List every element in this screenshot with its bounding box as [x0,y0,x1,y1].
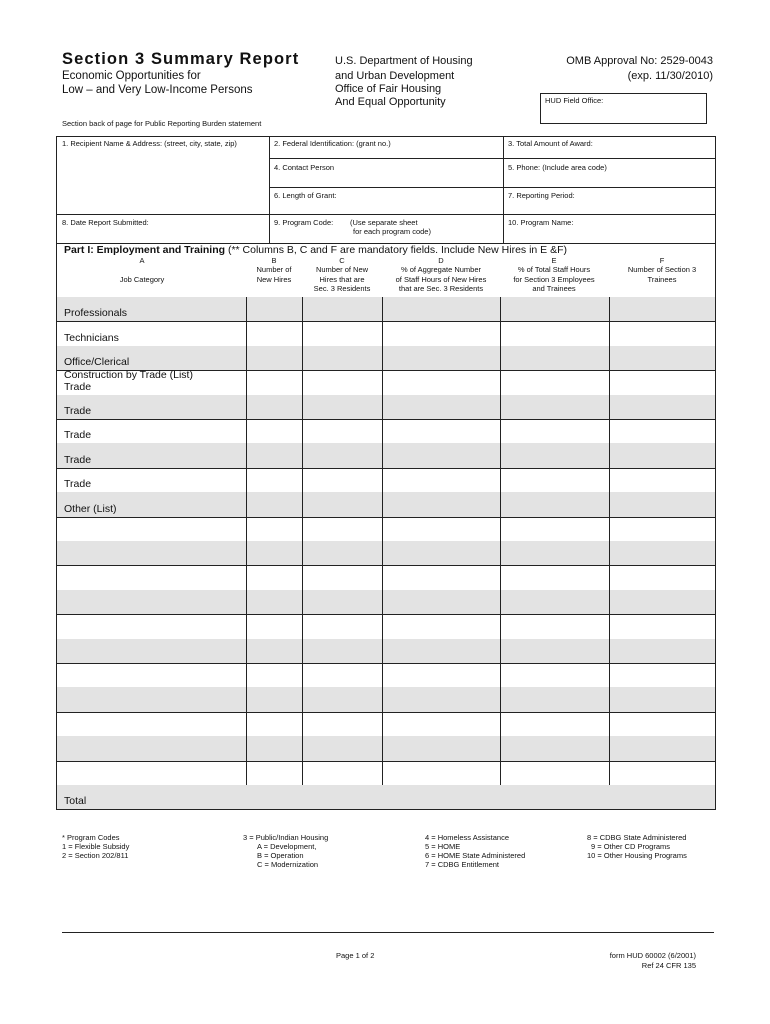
length-grant-field[interactable]: 6. Length of Grant: [274,191,337,200]
table-cell-d[interactable] [382,492,500,516]
job-category-label: Trade [64,453,92,466]
table-cell-e[interactable] [500,663,609,687]
table-cell-c[interactable] [302,346,382,370]
table-cell-d[interactable] [382,517,500,541]
table-cell-f[interactable] [609,419,715,443]
cfr-reference: Ref 24 CFR 135 [641,961,696,970]
burden-note: Section back of page for Public Reporting Burden statement [62,119,262,128]
table-cell-c[interactable] [302,565,382,589]
table-cell-d[interactable] [382,712,500,736]
program-name-field[interactable]: 10. Program Name: [508,218,574,227]
table-cell-c[interactable] [302,419,382,443]
table-cell-d[interactable] [382,395,500,419]
program-code-line: 2 = Section 202/811 [62,851,129,860]
table-cell-d[interactable] [382,297,500,321]
program-code-line: A = Development, [257,842,317,851]
table-cell-d[interactable] [382,736,500,760]
table-cell-c[interactable] [302,663,382,687]
table-cell-b[interactable] [246,663,302,687]
table-cell-f[interactable] [609,492,715,516]
table-cell-b[interactable] [246,639,302,663]
table-cell-c[interactable] [302,297,382,321]
table-cell-e[interactable] [500,761,609,785]
table-cell-d[interactable] [382,541,500,565]
table-cell-e[interactable] [500,443,609,467]
table-cell-e[interactable] [500,736,609,760]
program-codes-col4 [587,833,687,860]
table-cell-e[interactable] [500,785,609,809]
table-cell-b[interactable] [246,712,302,736]
table-cell-d[interactable] [382,565,500,589]
table-cell-f[interactable] [609,639,715,663]
table-cell-f[interactable] [609,590,715,614]
phone-field[interactable]: 5. Phone: (Include area code) [508,163,607,172]
program-code-line: 3 = Public/Indian Housing [243,833,329,842]
column-header-d: D % of Aggregate Number of Staff Hours of New Hires that are Sec. 3 Residents [395,256,487,293]
program-code-line: 4 = Homeless Assistance [425,833,509,842]
hud-field-office-label: HUD Field Office: [545,96,604,105]
form-number: form HUD 60002 (6/2001) [609,951,696,960]
table-cell-c[interactable] [302,492,382,516]
table-cell-e[interactable] [500,541,609,565]
contact-person-field[interactable]: 4. Contact Person [274,163,335,172]
total-award-field[interactable]: 3. Total Amount of Award: [508,139,593,148]
table-cell-c[interactable] [302,541,382,565]
table-cell-e[interactable] [500,687,609,711]
job-category-label: Trade [64,405,92,417]
table-cell-b[interactable] [246,321,302,345]
table-cell-c[interactable] [302,370,382,394]
table-cell-c[interactable] [302,468,382,492]
program-codes-col2 [243,833,328,869]
table-cell-b[interactable] [246,687,302,711]
dept-line2: and Urban Development [335,70,455,82]
table-cell-f[interactable] [609,614,715,638]
job-category-label: Other (List) [64,502,117,515]
job-category-label: Total [64,795,87,808]
program-code-field[interactable]: 9. Program Code: [274,218,334,227]
omb-expiration: (exp. 11/30/2010) [627,70,713,82]
table-cell-e[interactable] [500,346,609,370]
table-cell-c[interactable] [302,443,382,467]
job-category-label: Construction by Trade (List) Trade [64,368,193,393]
table-cell-f[interactable] [609,761,715,785]
page-number: Page 1 of 2 [336,951,375,960]
table-cell-e[interactable] [500,370,609,394]
table-cell-b[interactable] [246,541,302,565]
table-cell-c[interactable] [302,736,382,760]
table-cell-d[interactable] [382,419,500,443]
table-cell-b[interactable] [246,468,302,492]
part1-title: Part I: Employment and Training (** Columns B, C and F are mandatory fields. Include New Hires in E &F) [64,244,567,256]
table-cell-f[interactable] [609,517,715,541]
program-code-line: 8 = CDBG State Administered [587,833,687,842]
table-cell-e[interactable] [500,492,609,516]
table-cell-b[interactable] [246,370,302,394]
dept-line1: U.S. Department of Housing [335,55,473,67]
table-cell-c[interactable] [302,614,382,638]
table-cell-d[interactable] [382,614,500,638]
table-cell-d[interactable] [382,370,500,394]
dept-line4: And Equal Opportunity [335,96,446,108]
job-category-label: Office/Clerical [64,356,130,369]
table-cell-d[interactable] [382,346,500,370]
employment-training-table [56,242,716,810]
federal-id-field[interactable]: 2. Federal Identification: (grant no.) [274,139,391,148]
table-cell-f[interactable] [609,687,715,711]
program-code-line: 1 = Flexible Subsidy [62,842,130,851]
table-cell-b[interactable] [246,492,302,516]
column-header-c: C Number of New Hires that are Sec. 3 Residents [313,256,371,293]
recipient-field[interactable]: 1. Recipient Name & Address: (street, city, state, zip) [62,139,237,148]
job-category-label: Trade [64,478,92,491]
table-cell-f[interactable] [609,370,715,394]
report-title: Section 3 Summary Report [62,50,300,68]
table-cell-b[interactable] [246,419,302,443]
program-code-line: C = Modernization [257,860,319,869]
table-cell-f[interactable] [609,541,715,565]
table-cell-c[interactable] [302,639,382,663]
table-cell-f[interactable] [609,663,715,687]
table-cell-b[interactable] [246,614,302,638]
program-code-line: 7 = CDBG Entitlement [425,860,499,869]
table-cell-d[interactable] [382,639,500,663]
table-cell-e[interactable] [500,614,609,638]
table-cell-c[interactable] [302,590,382,614]
table-cell-f[interactable] [609,736,715,760]
table-cell-f[interactable] [609,712,715,736]
table-cell-c[interactable] [302,687,382,711]
table-cell-c[interactable] [302,785,382,809]
table-cell-e[interactable] [500,419,609,443]
table-cell-f[interactable] [609,297,715,321]
table-cell-d[interactable] [382,785,500,809]
table-cell-f[interactable] [609,395,715,419]
table-cell-e[interactable] [500,565,609,589]
table-cell-f[interactable] [609,565,715,589]
table-cell-d[interactable] [382,663,500,687]
table-cell-d[interactable] [382,687,500,711]
program-code-line: B = Operation [257,851,304,860]
job-category-label: Technicians [64,331,119,344]
recipient-info-grid [56,136,716,244]
program-code-line: 9 = Other CD Programs [591,842,670,851]
dept-line3: Office of Fair Housing [335,83,442,95]
table-cell-f[interactable] [609,443,715,467]
hud-field-office-box[interactable] [540,93,707,124]
table-cell-d[interactable] [382,590,500,614]
table-cell-e[interactable] [500,395,609,419]
program-code-note1: (Use separate sheet [350,218,418,227]
table-cell-b[interactable] [246,443,302,467]
table-cell-f[interactable] [609,321,715,345]
program-code-line: * Program Codes [62,833,120,842]
subtitle-line1: Economic Opportunities for [62,70,201,82]
footer-divider [62,932,714,933]
table-cell-e[interactable] [500,468,609,492]
table-cell-c[interactable] [302,321,382,345]
program-code-line: 10 = Other Housing Programs [587,851,687,860]
table-cell-e[interactable] [500,297,609,321]
omb-approval: OMB Approval No: 2529-0043 [566,55,713,67]
table-cell-d[interactable] [382,468,500,492]
table-cell-b[interactable] [246,736,302,760]
table-cell-e[interactable] [500,712,609,736]
subtitle-line2: Low – and Very Low-Income Persons [62,84,253,96]
table-cell-b[interactable] [246,517,302,541]
table-cell-b[interactable] [246,565,302,589]
table-cell-d[interactable] [382,321,500,345]
table-cell-c[interactable] [302,712,382,736]
table-cell-d[interactable] [382,443,500,467]
job-category-label: Trade [64,429,92,442]
table-cell-f[interactable] [609,468,715,492]
column-header-a: A Job Category [119,256,165,284]
table-cell-f[interactable] [609,346,715,370]
program-codes-col3 [425,833,525,869]
program-code-line: 6 = HOME State Administered [425,851,526,860]
table-cell-b[interactable] [246,761,302,785]
table-cell-b[interactable] [246,297,302,321]
table-cell-c[interactable] [302,517,382,541]
job-category-label: Professionals [64,307,128,320]
program-code-note2: for each program code) [353,227,431,236]
column-header-e: E % of Total Staff Hours for Section 3 Employees and Trainees [513,256,595,293]
table-cell-c[interactable] [302,761,382,785]
table-cell-e[interactable] [500,590,609,614]
table-cell-b[interactable] [246,785,302,809]
table-cell-e[interactable] [500,517,609,541]
table-cell-b[interactable] [246,346,302,370]
reporting-period-field[interactable]: 7. Reporting Period: [508,191,575,200]
table-cell-e[interactable] [500,321,609,345]
program-code-line: 5 = HOME [425,842,461,851]
column-header-f: F Number of Section 3 Trainees [627,256,697,284]
column-header-b: B Number of New Hires [256,256,292,284]
table-cell-c[interactable] [302,395,382,419]
table-cell-e[interactable] [500,639,609,663]
date-submitted-field[interactable]: 8. Date Report Submitted: [62,218,149,227]
table-cell-b[interactable] [246,395,302,419]
program-codes-col1 [62,833,129,860]
table-cell-f[interactable] [609,785,715,809]
table-cell-b[interactable] [246,590,302,614]
table-cell-d[interactable] [382,761,500,785]
